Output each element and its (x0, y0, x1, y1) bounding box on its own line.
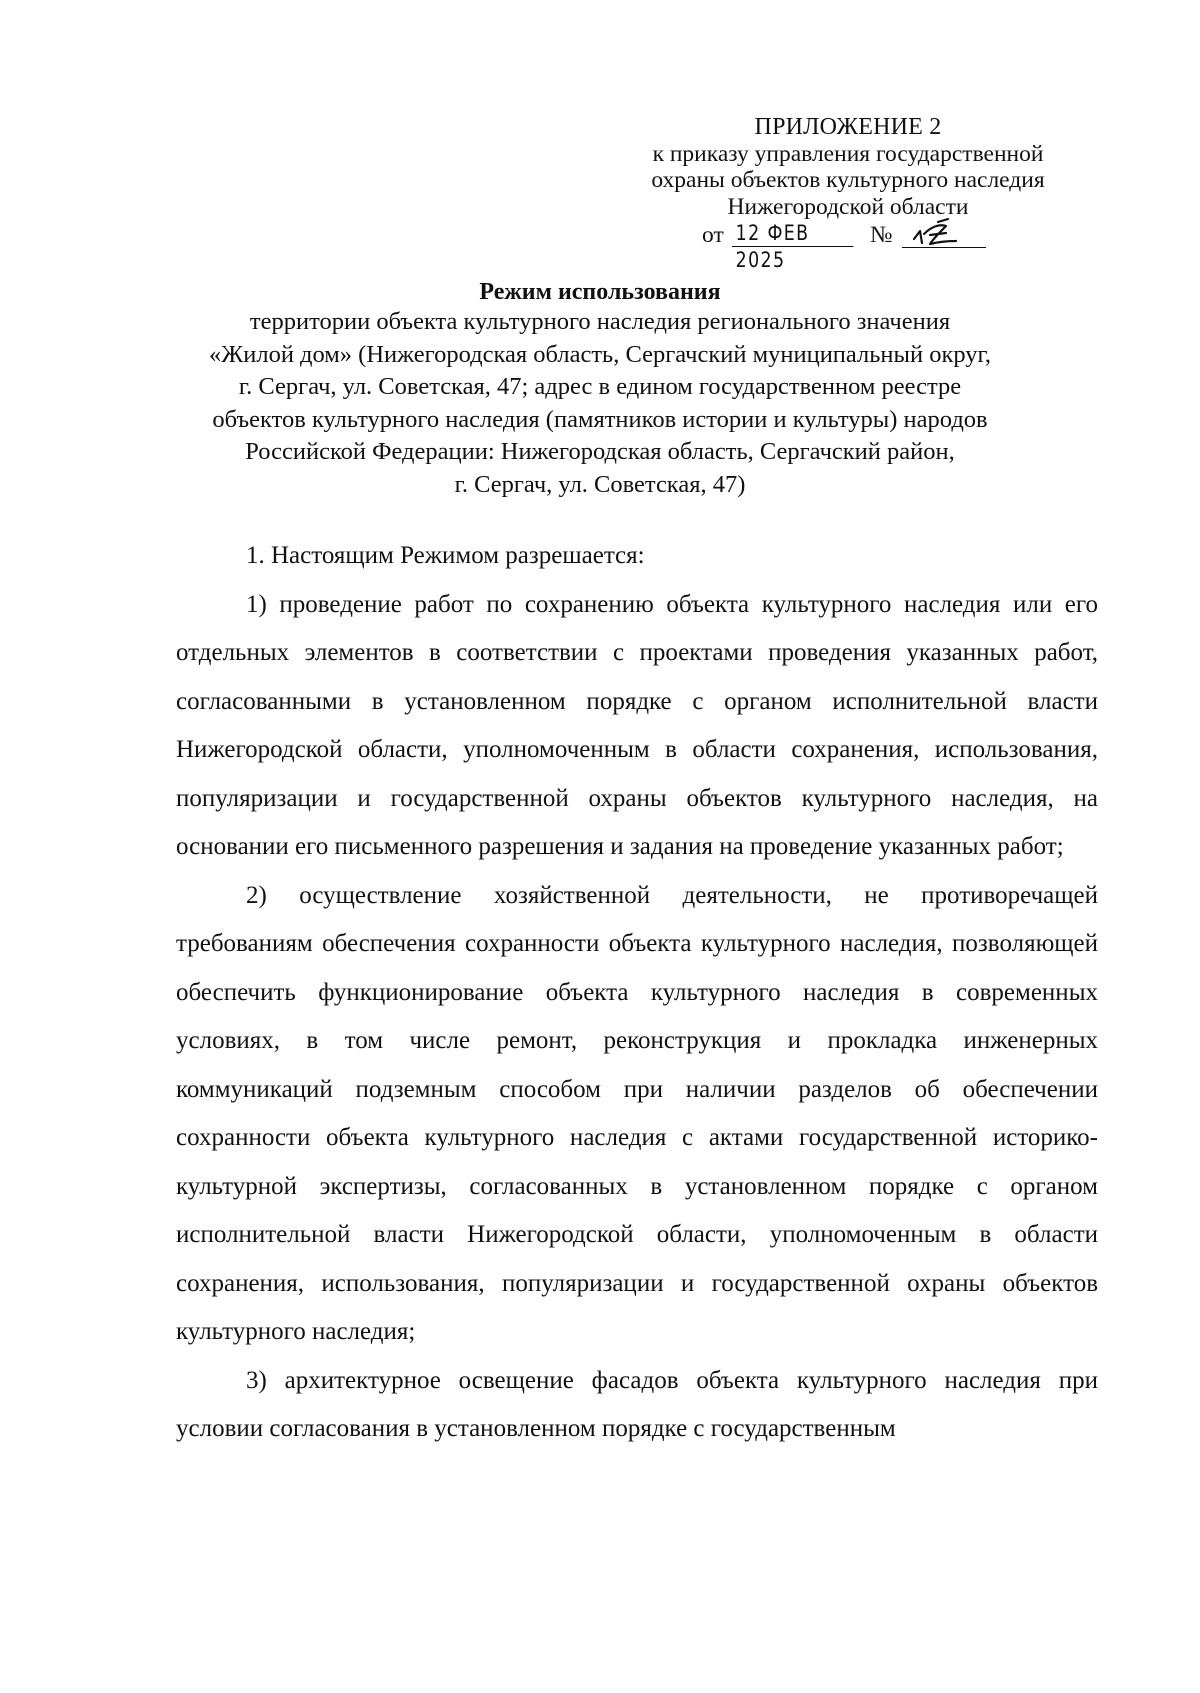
subtitle-line: Российской Федерации: Нижегородская область, Сергачский район, (245, 438, 955, 465)
body-paragraph-item-3: 3) архитектурное освещение фасадов объекта культурного наследия при условии согласования в установленном порядке с государственным (176, 1366, 1098, 1442)
appendix-line-1: к приказу управления государственной (652, 140, 1044, 167)
subtitle-line: г. Сергач, ул. Советская, 47) (454, 470, 746, 498)
date-prefix: от (702, 222, 724, 248)
order-date-stamp: 12 ФЕВ 2025 (732, 220, 853, 247)
document-subtitle (160, 306, 1040, 501)
number-label: № (870, 222, 893, 248)
subtitle-line: «Жилой дом» (Нижегородская область, Сергачский муниципальный округ, (209, 340, 991, 368)
subtitle-line: г. Сергач, ул. Советская, 47; адрес в едином государственном реестре (238, 373, 962, 400)
appendix-title: ПРИЛОЖЕНИЕ 2 (754, 114, 942, 140)
body-paragraph-item-2: 2) осуществление хозяйственной деятельности, не противоречащей требованиям обеспечения сохранности объекта культурного наследия, позволяющей обеспечить функционирование объекта культурного наследия в современных условиях, в том числе ремонт, реконструкция и прокладка инженерных коммуникаций подземным способом при наличии разделов об обеспечении сохранности объекта культурного наследия с актами государственной историко-культурной экспертизы, согласованных в установленном порядке с органом исполнительной власти Нижегородской области, уполномоченным в области сохранения, использования, популяризации и государственной охраны объектов культурного наследия; (176, 881, 1098, 1345)
document-title: Режим использования (479, 279, 721, 305)
subtitle-line: объектов культурного наследия (памятников истории и культуры) народов (212, 405, 988, 433)
handwritten-order-number (902, 217, 986, 248)
appendix-line-2: охраны объектов культурного наследия (651, 167, 1045, 193)
section-intro-paragraph: 1. Настоящим Режимом разрешается: (246, 542, 645, 569)
subtitle-line: территории объекта культурного наследия регионального значения (249, 308, 951, 335)
order-date-line (638, 221, 1058, 272)
appendix-line-3: Нижегородской области (727, 193, 969, 220)
appendix-header (638, 114, 1058, 272)
handwritten-number-signature (910, 217, 980, 247)
document-body (176, 532, 1098, 1454)
body-paragraph-item-1: 1) проведение работ по сохранению объекта культурного наследия или его отдельных элементов в соответствии с проектами проведения указанных работ, согласованными в установленном порядке с органом исполнительной власти Нижегородской области, уполномоченным в области сохранения, использования, популяризации и государственной охраны объектов культурного наследия, на основании его письменного разрешения и задания на проведение указанных работ; (176, 590, 1098, 860)
